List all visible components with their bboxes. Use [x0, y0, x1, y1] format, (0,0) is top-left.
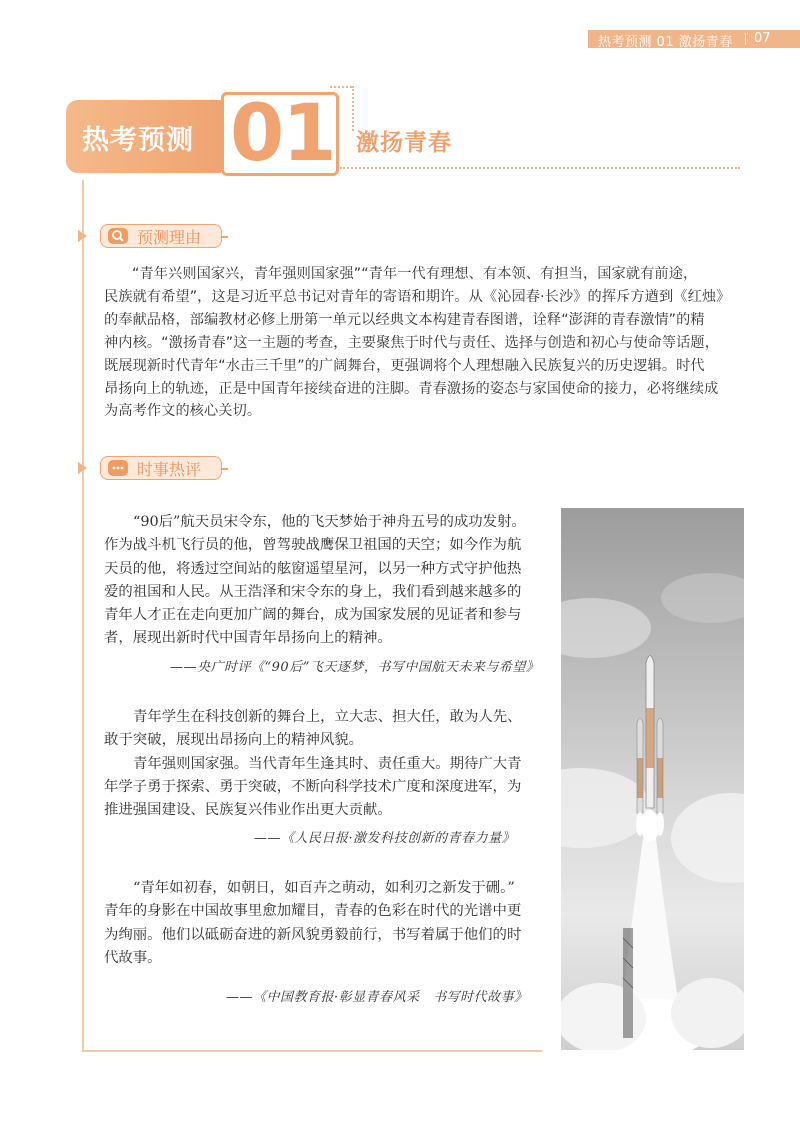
section-tag-box: [100, 456, 222, 480]
commentary-block-3: [104, 877, 538, 970]
commentary-block-1: [104, 511, 538, 651]
commentary-line: 年学子勇于探索、勇于突破，不断向科学技术广度和深度进军，为: [104, 778, 522, 795]
commentary-line: 敢于突破，展现出昂扬向上的精神风貌。: [104, 732, 364, 749]
commentary-line: 爱的祖国和人民。从王浩泽和宋令东的身上，我们看到越来越多的: [104, 583, 522, 600]
running-header: [588, 30, 800, 48]
section-arrow-icon: [78, 230, 87, 242]
commentary-source-1: ——央广时评《“90后”飞天逐梦，书写中国航天未来与希望》: [170, 660, 540, 675]
commentary-line: 者，展现出新时代中国青年昂扬向上的精神。: [104, 630, 392, 647]
paragraph-line: 神内核。“激扬青春”这一主题的考查，主要聚焦于时代与责任、选择与创造和初心与使命等话题，: [104, 334, 719, 351]
title-dotted-underline: [340, 167, 740, 169]
commentary-line: 天员的他，将透过空间站的舷窗遥望星河，以另一种方式守护他热: [104, 560, 522, 577]
chat-bubble-icon: [108, 460, 128, 476]
paragraph-line: 为高考作文的核心关切。: [104, 403, 262, 420]
paragraph-line: 民族就有希望”，这是习近平总书记对青年的寄语和期许。从《沁园春·长沙》的挥斥方遒到《红烛》: [104, 288, 731, 305]
page-title: 热考预测: [82, 125, 194, 156]
commentary-line: 代故事。: [104, 949, 162, 966]
title-dotted-border: [330, 86, 352, 88]
paragraph-line: 昂扬向上的轨迹，正是中国青年接续奋进的注脚。青春激扬的姿态与家国使命的接力，必将继续成: [104, 380, 719, 397]
page-number: 07: [754, 31, 771, 46]
title-number: 01: [230, 89, 335, 179]
commentary-block-2: [104, 706, 538, 822]
bottom-accent-line: [82, 1050, 542, 1052]
paragraph-line: 既展现新时代青年“水击三千里”的广阔舞台，更强调将个人理想融入民族复兴的历史逻辑。时代: [104, 357, 705, 374]
commentary-line: 青年的身影在中国故事里愈加耀目，青春的色彩在时代的光谱中更: [104, 903, 522, 920]
section-tag-tail: [222, 236, 228, 238]
section-arrow-icon: [78, 462, 87, 474]
commentary-source-2: ——《人民日报·激发科技创新的青春力量》: [254, 831, 516, 846]
magnifier-icon: [108, 228, 128, 244]
section-label: 预测理由: [137, 228, 202, 247]
paragraph-line: 的奉献品格，部编教材必修上册第一单元以经典文本构建青春图谱，诠释“澎湃的青春激情”的精: [104, 311, 705, 328]
commentary-line: 青年人才正在走向更加广阔的舞台，成为国家发展的见证者和参与: [104, 607, 522, 624]
prediction-reason-paragraph: [104, 263, 754, 423]
commentary-line: “青年如初春，如朝日，如百卉之萌动，如利刃之新发于硎。”: [133, 880, 515, 896]
running-title: 热考预测 01 激扬青春: [598, 35, 733, 50]
section-tag-tail: [222, 468, 228, 470]
commentary-line: 为绚丽。他们以砥砺奋进的新风貌勇毅前行，书写着属于他们的时: [104, 926, 522, 943]
rocket-launch-photo: [561, 508, 744, 1050]
title-number-box: [221, 89, 339, 179]
commentary-line: 推进强国建设、民族复兴伟业作出更大贡献。: [104, 802, 392, 819]
page-subtitle: 激扬青春: [356, 130, 452, 156]
title-band: [66, 100, 221, 173]
paragraph-line: “青年兴则国家兴，青年强则国家强”“青年一代有理想、有本领、有担当，国家就有前途，: [132, 266, 698, 282]
commentary-line: 作为战斗机飞行员的他，曾驾驶战鹰保卫祖国的天空；如今作为航: [104, 537, 522, 554]
section-tag-box: [100, 224, 222, 248]
header-divider: [745, 33, 746, 45]
commentary-line: 青年强则国家强。当代青年生逢其时、责任重大。期待广大青: [133, 755, 522, 772]
commentary-line: “90后”航天员宋令东，他的飞天梦始于神舟五号的成功发射。: [133, 514, 526, 530]
left-accent-line: [82, 180, 84, 1050]
commentary-source-3: ——《中国教育报·彰显青春风采 书写时代故事》: [226, 990, 528, 1005]
title-dotted-border-vertical: [352, 86, 354, 131]
section-label: 时事热评: [137, 460, 202, 479]
commentary-line: 青年学生在科技创新的舞台上，立大志、担大任，敢为人先、: [133, 709, 522, 725]
